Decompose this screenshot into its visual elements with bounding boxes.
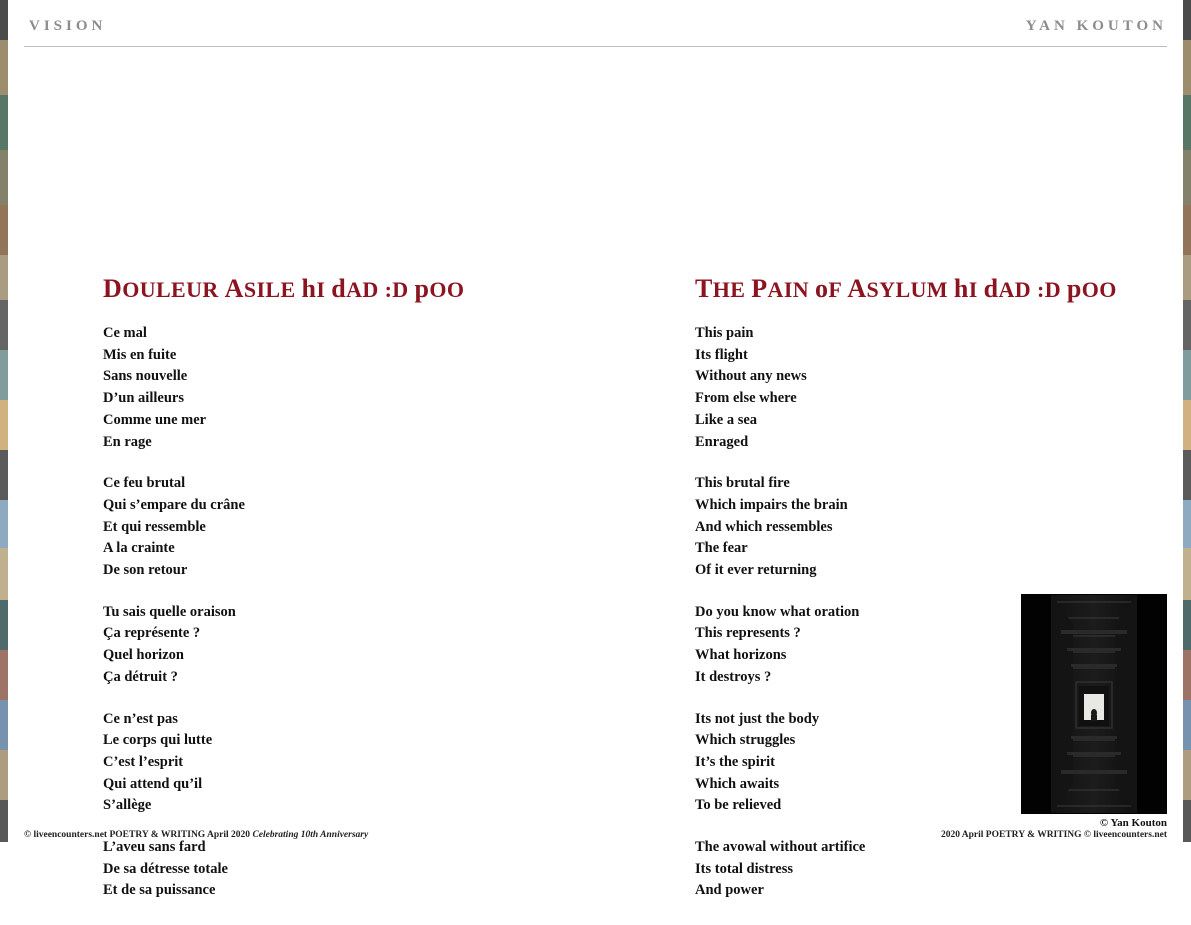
page-header xyxy=(24,18,1167,47)
poem-line: Which struggles xyxy=(695,732,796,749)
poem-title-english: THE PAIN oF ASYLUM hI dAD :D pOO xyxy=(695,274,1117,303)
poem-line: Sans nouvelle xyxy=(103,368,188,385)
poem-line: And power xyxy=(695,882,764,899)
poem-line: Tu sais quelle oraison xyxy=(103,603,236,620)
footer-left xyxy=(24,830,368,840)
footer-left-text: © liveencounters.net POETRY & WRITING April 2020 xyxy=(24,830,253,840)
poem-line: Qui attend qu’il xyxy=(103,775,203,792)
poem-line: De sa détresse totale xyxy=(103,860,228,877)
poem-line: Enraged xyxy=(695,433,749,450)
poem-line: Ce feu brutal xyxy=(103,475,186,492)
poem-line: Et de sa puissance xyxy=(103,882,216,899)
stanza xyxy=(695,326,1155,456)
poem-line: Ça représente ? xyxy=(103,625,201,642)
poem-line: L’aveu sans fard xyxy=(103,839,206,856)
poem-line: It’s the spirit xyxy=(695,753,776,770)
poem-line: This represents ? xyxy=(695,625,801,642)
stanza xyxy=(103,605,563,692)
poem-line: Qui s’empare du crâne xyxy=(103,496,245,513)
poem-line: Do you know what oration xyxy=(695,603,860,620)
decorative-right-edge-strip xyxy=(1183,0,1191,842)
poem-line: De son retour xyxy=(103,562,188,579)
poem-line: Which impairs the brain xyxy=(695,496,848,513)
poem-line: To be relieved xyxy=(695,797,782,814)
poem-line: From else where xyxy=(695,390,797,407)
poem-line: Which awaits xyxy=(695,775,780,792)
poem-line: Of it ever returning xyxy=(695,562,817,579)
poem-line: Without any news xyxy=(695,368,807,385)
poem-line: This brutal fire xyxy=(695,475,790,492)
stanza xyxy=(103,712,563,821)
poem-line: Like a sea xyxy=(695,411,758,428)
header-publication-title: VISION xyxy=(29,18,107,34)
poem-line: Ce mal xyxy=(103,325,147,341)
poem-title-french: DOULEUR ASILE hI dAD :D pOO xyxy=(103,274,465,303)
footer-left-anniversary: Celebrating 10th Anniversary xyxy=(252,830,369,840)
poem-line: Et qui ressemble xyxy=(103,518,206,535)
header-author-name: YAN KOUTON xyxy=(1025,18,1167,34)
poem-line: D’un ailleurs xyxy=(103,390,184,407)
poem-line: This pain xyxy=(695,325,754,341)
stanza xyxy=(103,326,563,456)
stanza xyxy=(695,840,1155,905)
poem-line: S’allège xyxy=(103,797,152,814)
photo-credit: © Yan Kouton xyxy=(1099,817,1167,829)
poem-column-french xyxy=(103,274,563,925)
footer-right-text: 2020 April POETRY & WRITING © liveencounters.net xyxy=(940,830,1167,840)
poem-line: The avowal without artifice xyxy=(695,839,866,856)
poem-line: And which ressembles xyxy=(695,518,833,535)
poem-line: Ça détruit ? xyxy=(103,668,178,685)
poem-line: Comme une mer xyxy=(103,411,207,428)
poem-line: En rage xyxy=(103,433,152,450)
poem-line: Its total distress xyxy=(695,860,794,877)
poem-line: Its flight xyxy=(695,346,748,363)
poem-line: Mis en fuite xyxy=(103,346,177,363)
poem-line: Ce n’est pas xyxy=(103,710,178,727)
stanza xyxy=(103,840,563,905)
poem-line: The fear xyxy=(695,540,748,557)
poem-line: It destroys ? xyxy=(695,668,772,685)
stanza xyxy=(695,476,1155,585)
poem-line: Its not just the body xyxy=(695,710,820,727)
stairwell-photograph xyxy=(1021,594,1167,814)
poem-line: C’est l’esprit xyxy=(103,753,184,770)
poem-line: What horizons xyxy=(695,647,787,664)
decorative-left-edge-strip xyxy=(0,0,8,842)
poem-line: A la crainte xyxy=(103,540,175,557)
poem-line: Le corps qui lutte xyxy=(103,732,213,749)
poem-line: Quel horizon xyxy=(103,647,184,664)
stanza xyxy=(103,476,563,585)
